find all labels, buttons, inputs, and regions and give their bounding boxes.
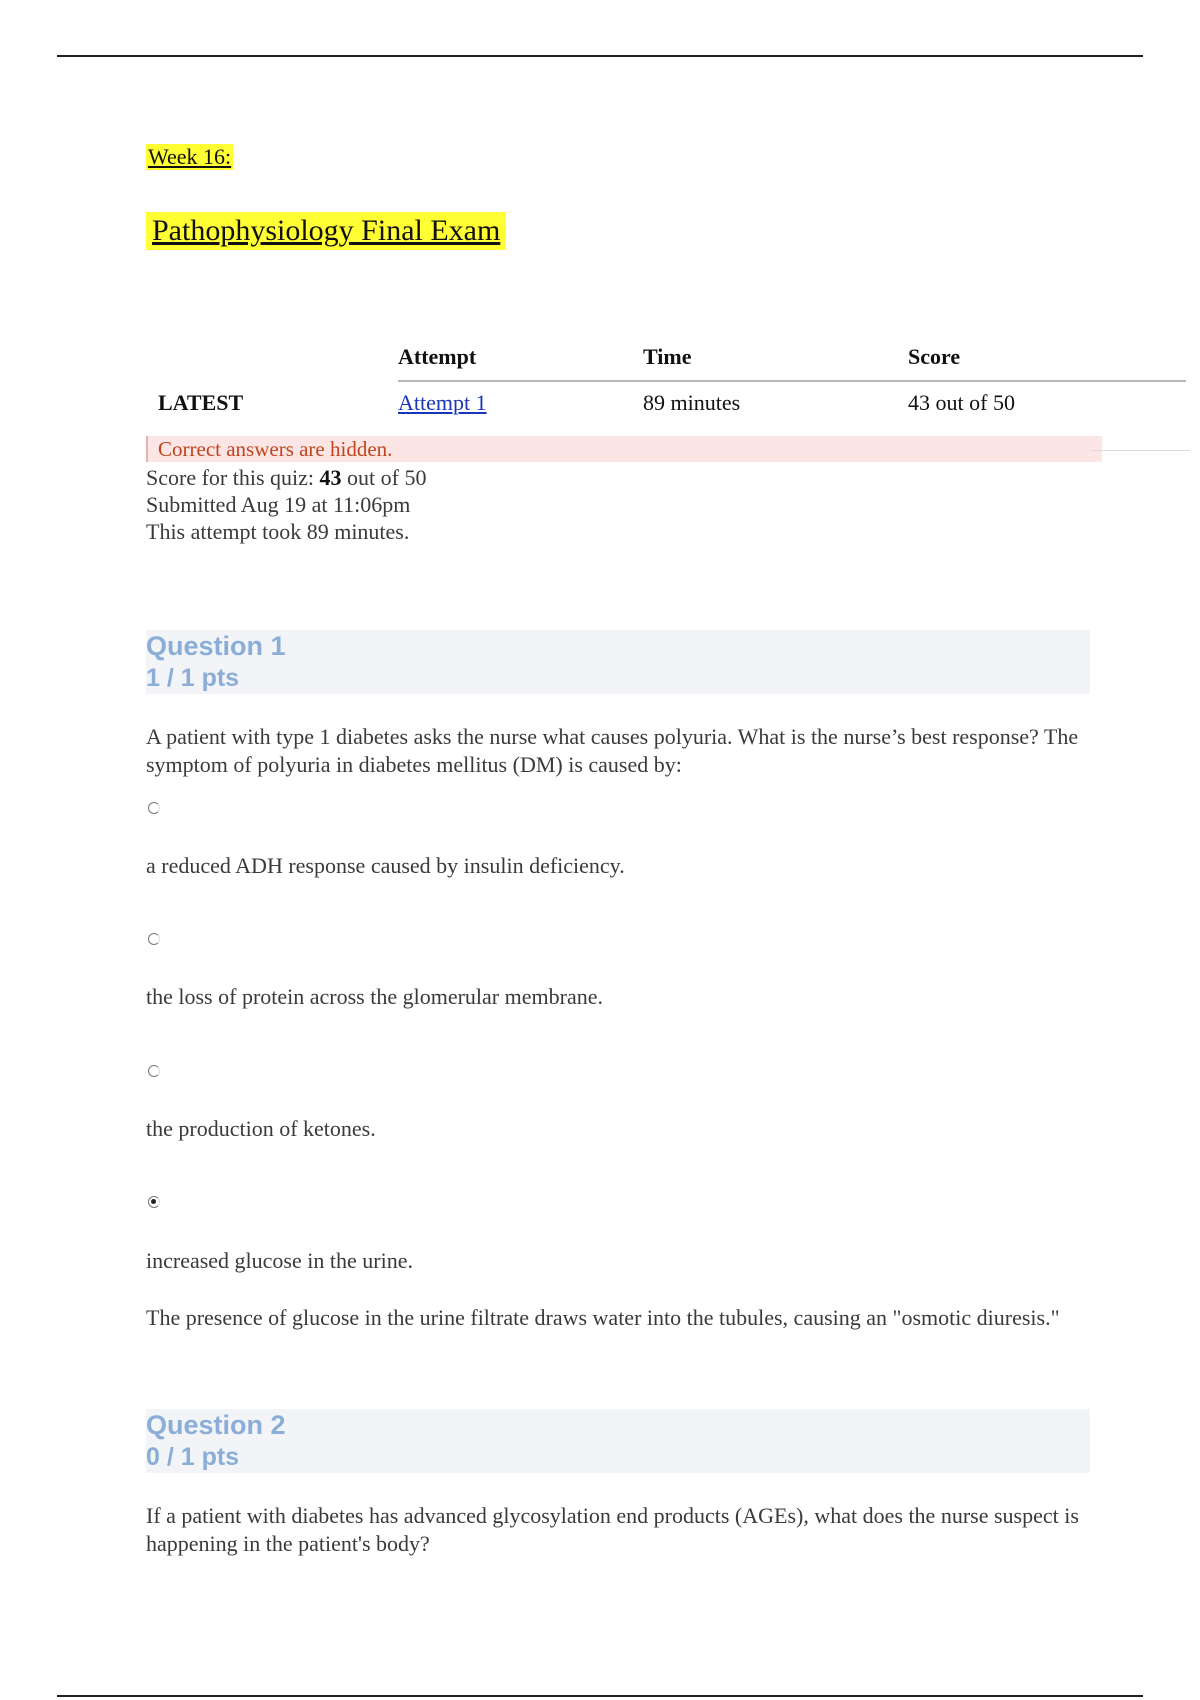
question-text: If a patient with diabetes has advanced glycosylation end products (AGEs), what does the nurse suspect is happening in the patient's body?: [146, 1503, 1079, 1556]
answer-option: increased glucose in the urine.: [146, 1248, 413, 1273]
quiz-summary: [146, 464, 426, 545]
answer-option: the loss of protein across the glomerular membrane.: [146, 984, 603, 1009]
question-title: Question 1: [146, 631, 286, 661]
question-text: A patient with type 1 diabetes asks the nurse what causes polyuria. What is the nurse’s best response? The symptom of polyuria in diabetes mellitus (DM) is caused by:: [146, 724, 1079, 777]
latest-label: LATEST: [158, 389, 244, 415]
header-blank: [146, 338, 398, 381]
bottom-rule: [57, 1695, 1143, 1697]
answer-option: the production of ketones.: [146, 1116, 376, 1141]
attempt-table: [146, 338, 1186, 422]
attempt-link[interactable]: Attempt 1: [398, 390, 487, 415]
score-prefix: Score for this quiz:: [146, 465, 320, 490]
header-attempt: Attempt: [398, 338, 643, 381]
question-title: Question 2: [146, 1410, 286, 1440]
radio-button[interactable]: [148, 802, 160, 814]
header-score: Score: [908, 338, 1186, 381]
question-2-header: [146, 1409, 1090, 1473]
score-suffix: out of 50: [341, 465, 427, 490]
answer-explanation: The presence of glucose in the urine filtrate draws water into the tubules, causing an "osmotic diuresis.": [146, 1305, 1060, 1330]
table-row: [146, 381, 1186, 422]
attempt-table-header: [146, 338, 1186, 381]
attempt-score: 43 out of 50: [908, 390, 1015, 415]
radio-button[interactable]: [148, 933, 160, 945]
answers-hidden-notice: Correct answers are hidden.: [146, 436, 1102, 462]
duration-line: This attempt took 89 minutes.: [146, 519, 410, 544]
score-value: 43: [319, 465, 342, 490]
attempt-time: 89 minutes: [643, 390, 741, 415]
question-1-header: [146, 630, 1090, 694]
top-rule: [57, 55, 1143, 57]
question-points: 1 / 1 pts: [146, 664, 240, 692]
exam-title: Pathophysiology Final Exam: [146, 212, 506, 250]
header-time: Time: [643, 338, 908, 381]
submitted-line: Submitted Aug 19 at 11:06pm: [146, 492, 411, 517]
score-line: [146, 464, 426, 491]
answer-option: a reduced ADH response caused by insulin deficiency.: [146, 853, 625, 878]
radio-button-selected[interactable]: [148, 1196, 160, 1208]
week-label: Week 16:: [148, 144, 232, 169]
question-points: 0 / 1 pts: [146, 1443, 240, 1471]
radio-button[interactable]: [148, 1065, 160, 1077]
divider: [1090, 450, 1190, 451]
